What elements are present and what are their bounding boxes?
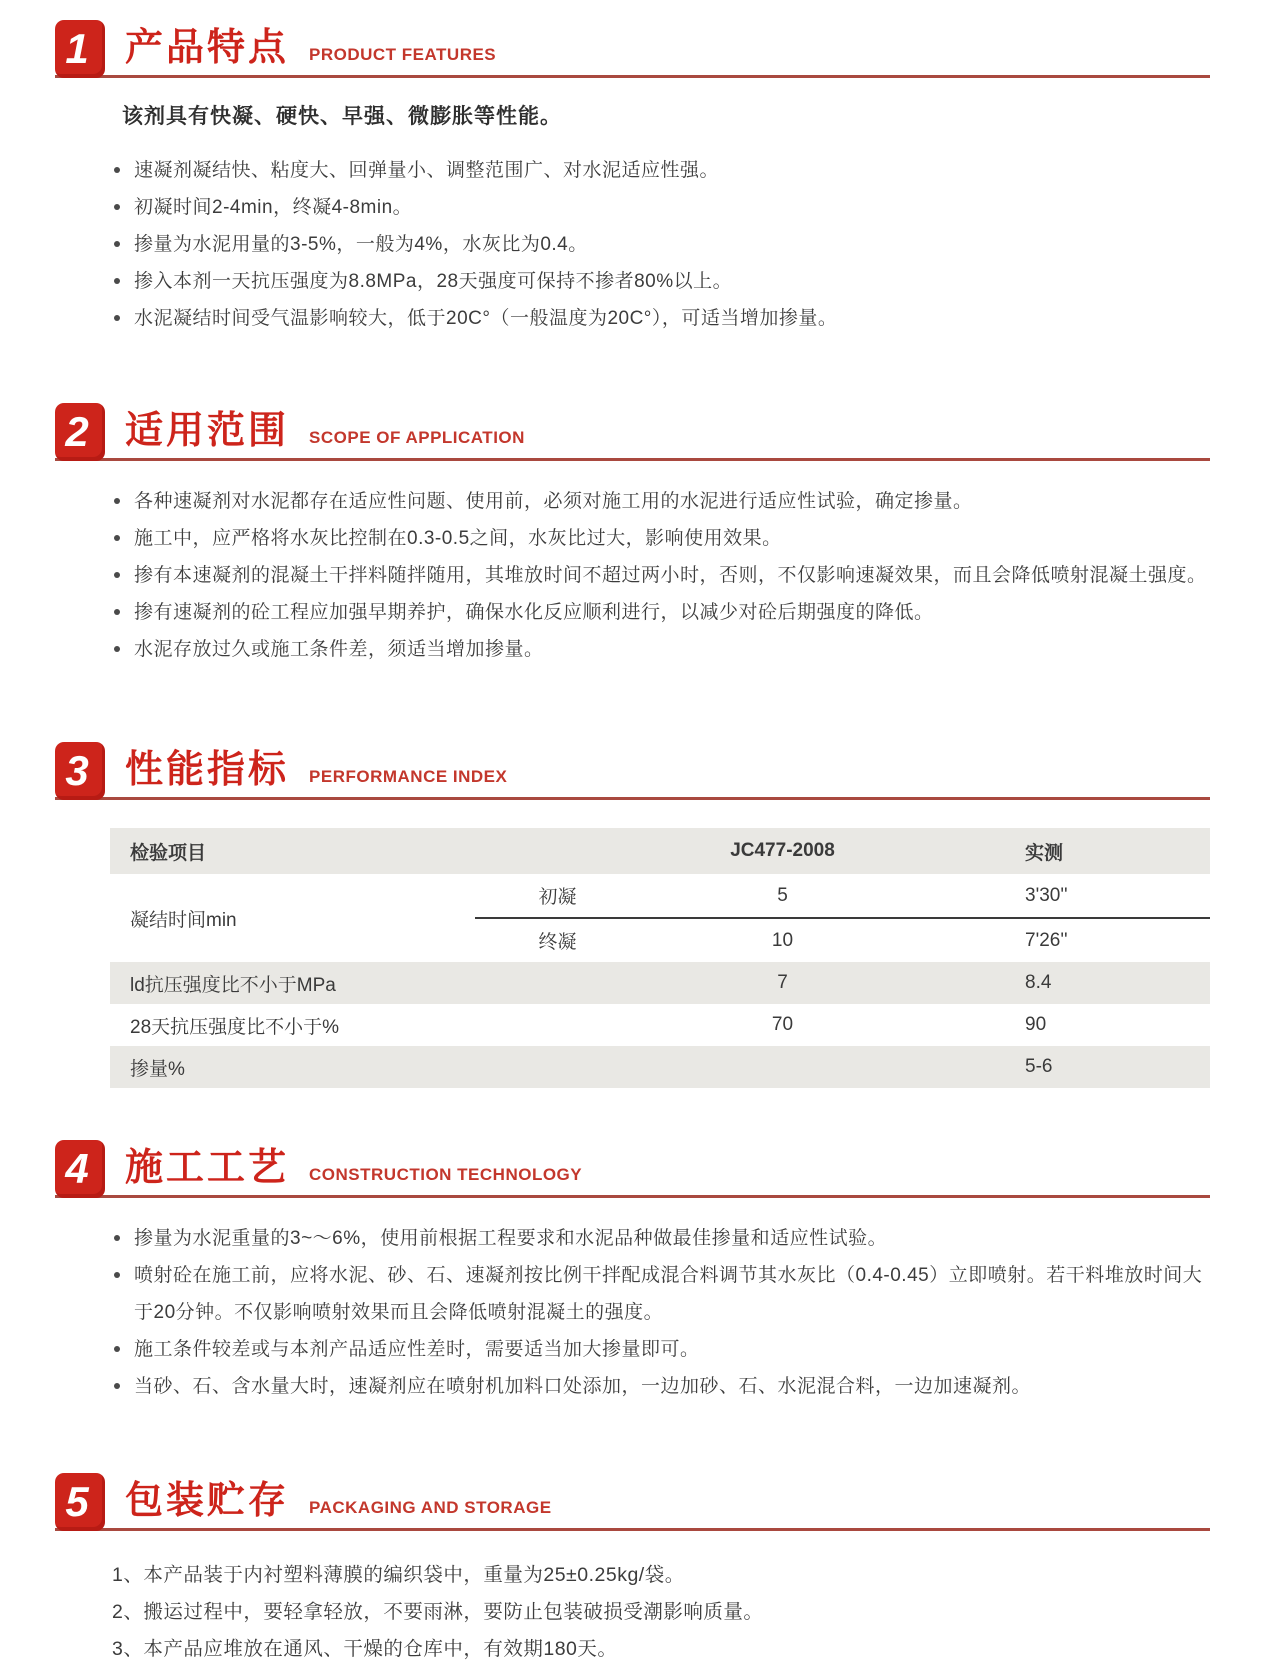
section-5-title-zh: 包装贮存	[125, 1480, 290, 1522]
setting-time-standard: 10	[771, 929, 794, 951]
numbered-item: 2、搬运过程中，要轻拿轻放，不要雨淋，要防止包装破损受潮影响质量。	[112, 1601, 764, 1623]
bullet-item: 喷射砼在施工前，应将水泥、砂、石、速凝剂按比例干拌配成混合料调节其水灰比（0.4-0.45）立即喷射。若干料堆放时间大于20分钟。不仅影响喷射效果而且会降低喷射混凝土的强度。	[112, 1257, 1220, 1331]
numbered-item: 1、本产品装于内衬塑料薄膜的编织袋中，重量为25±0.25kg/袋。	[112, 1564, 685, 1586]
section-3-title-zh: 性能指标	[125, 749, 290, 791]
row-sub	[475, 1004, 640, 1046]
table-row	[110, 1004, 1210, 1046]
row-measured: 5-6	[1025, 1056, 1053, 1077]
table-row	[110, 962, 1210, 1004]
setting-time-measured: 7'26''	[1025, 929, 1068, 951]
section-1-intro: 该剂具有快凝、硬快、早强、微膨胀等性能。	[122, 105, 562, 128]
bullet-item: 掺有本速凝剂的混凝土干拌料随拌随用，其堆放时间不超过两小时，否则，不仅影响速凝效果，而且会降低喷射混凝土强度。	[112, 557, 1220, 594]
performance-index-table	[110, 828, 1210, 1088]
section-2-bullet-list	[112, 483, 1220, 668]
row-sub	[475, 962, 640, 1004]
section-4-number-badge: 4	[55, 1140, 105, 1198]
table-header-row	[110, 828, 1210, 874]
section-3-header	[55, 742, 1210, 800]
table-header-standard: JC477-2008	[730, 840, 835, 861]
bullet-item: 施工中，应严格将水灰比控制在0.3-0.5之间，水灰比过大，影响使用效果。	[112, 520, 1220, 557]
table-header-item: 检验项目	[130, 842, 207, 864]
section-4-bullet-list	[112, 1220, 1220, 1405]
row-standard: 70	[771, 1014, 794, 1035]
section-1-number-badge: 1	[55, 20, 105, 78]
section-construction-technology	[0, 1140, 1280, 1405]
section-1-header	[55, 20, 1210, 78]
section-4-header	[55, 1140, 1210, 1198]
bullet-item: 掺量为水泥用量的3-5%，一般为4%，水灰比为0.4。	[112, 226, 1220, 263]
table-row	[110, 1046, 1210, 1088]
setting-time-measured: 3'30''	[925, 874, 1210, 918]
section-5-title-en: PACKAGING AND STORAGE	[309, 1498, 552, 1517]
row-item: ld抗压强度比不小于MPa	[130, 974, 336, 996]
bullet-item: 当砂、石、含水量大时，速凝剂应在喷射机加料口处添加，一边加砂、石、水泥混合料，一边加速凝剂。	[112, 1368, 1220, 1405]
row-measured: 8.4	[1025, 972, 1052, 993]
section-2-title-en: SCOPE OF APPLICATION	[309, 428, 525, 447]
bullet-item: 各种速凝剂对水泥都存在适应性问题、使用前，必须对施工用的水泥进行适应性试验，确定掺量。	[112, 483, 1220, 520]
numbered-item: 3、本产品应堆放在通风、干燥的仓库中，有效期180天。	[112, 1638, 618, 1660]
section-4-title-zh: 施工工艺	[125, 1147, 290, 1189]
bullet-item: 速凝剂凝结快、粘度大、回弹量小、调整范围广、对水泥适应性强。	[112, 152, 1220, 189]
setting-time-sub: 终凝	[538, 932, 577, 953]
bullet-item: 掺有速凝剂的砼工程应加强早期养护，确保水化反应顺利进行，以减少对砼后期强度的降低。	[112, 594, 1220, 631]
section-5-item-list	[112, 1557, 1220, 1668]
section-2-number-badge: 2	[55, 403, 105, 461]
section-1-title-en: PRODUCT FEATURES	[309, 45, 497, 64]
section-3-title-en: PERFORMANCE INDEX	[309, 767, 508, 786]
section-scope-of-application	[0, 403, 1280, 668]
row-standard	[640, 1046, 925, 1088]
section-5-header	[55, 1473, 1210, 1531]
bullet-item: 掺量为水泥重量的3~～6%，使用前根据工程要求和水泥品种做最佳掺量和适应性试验。	[112, 1220, 1220, 1257]
setting-time-standard: 5	[640, 874, 925, 918]
section-product-features	[0, 20, 1280, 337]
section-2-title-zh: 适用范围	[125, 410, 290, 452]
section-1-bullet-list	[112, 152, 1220, 337]
section-4-title-en: CONSTRUCTION TECHNOLOGY	[309, 1165, 583, 1184]
bullet-item: 掺入本剂一天抗压强度为8.8MPa，28天强度可保持不掺者80%以上。	[112, 263, 1220, 300]
row-item: 28天抗压强度比不小于%	[130, 1016, 340, 1038]
bullet-item: 施工条件较差或与本剂产品适应性差时，需要适当加大掺量即可。	[112, 1331, 1220, 1368]
section-5-number-badge: 5	[55, 1473, 105, 1531]
setting-time-sub: 初凝	[475, 874, 640, 918]
row-measured: 90	[1025, 1014, 1047, 1035]
section-3-number-badge: 3	[55, 742, 105, 800]
section-2-header	[55, 403, 1210, 461]
bullet-item: 水泥存放过久或施工条件差，须适当增加掺量。	[112, 631, 1220, 668]
section-1-title-zh: 产品特点	[125, 27, 290, 69]
setting-time-label: 凝结时间min	[130, 909, 237, 931]
bullet-item: 初凝时间2-4min，终凝4-8min。	[112, 189, 1220, 226]
section-packaging-and-storage	[0, 1473, 1280, 1668]
table-row	[110, 874, 1210, 918]
row-standard: 7	[777, 972, 788, 993]
bullet-item: 水泥凝结时间受气温影响较大，低于20C°（一般温度为20C°），可适当增加掺量。	[112, 300, 1220, 337]
section-performance-index	[0, 742, 1280, 1088]
table-header-measured: 实测	[1025, 842, 1064, 864]
row-sub	[475, 1046, 640, 1088]
table-header-sub	[475, 828, 640, 874]
row-item: 掺量%	[130, 1058, 185, 1080]
